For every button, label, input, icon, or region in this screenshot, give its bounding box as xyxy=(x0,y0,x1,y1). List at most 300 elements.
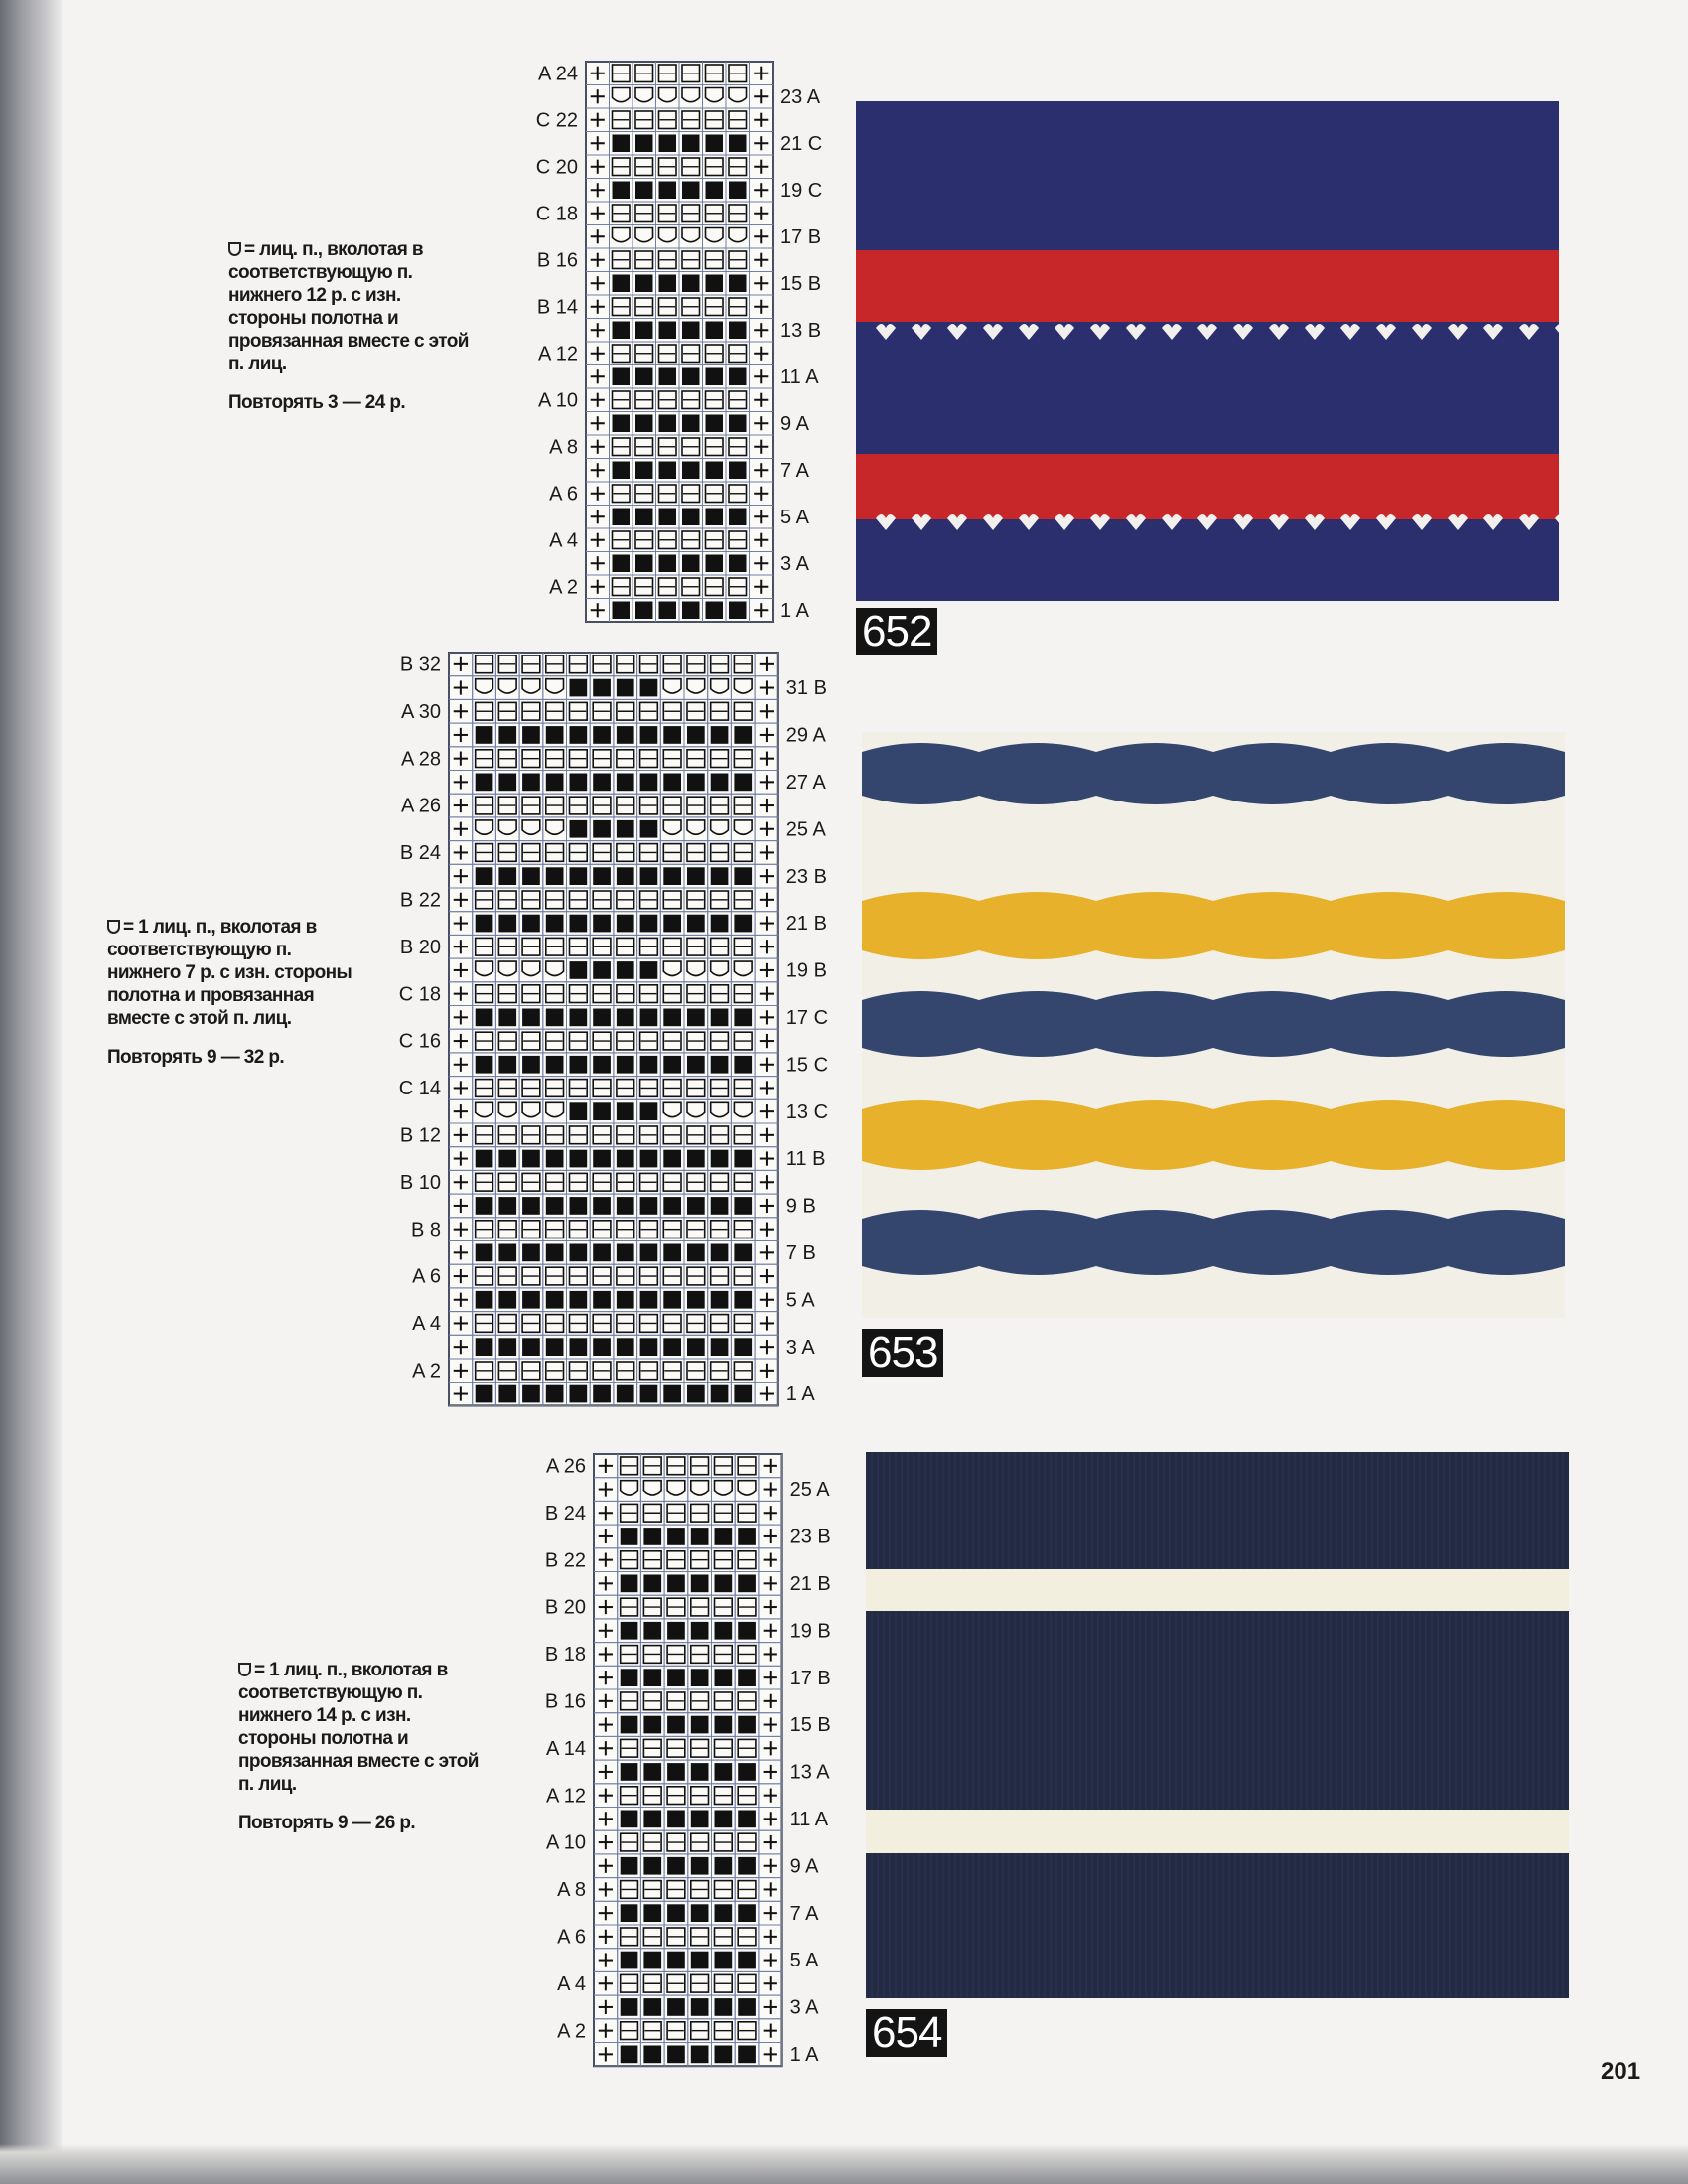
chart-cell xyxy=(593,679,611,697)
chart-cell xyxy=(546,915,564,933)
row-label-left: A 10 xyxy=(537,389,578,412)
row-label-right: 29 A xyxy=(785,724,826,747)
row-label-left: B 20 xyxy=(399,936,441,958)
chart-cell xyxy=(643,1904,661,1922)
chart-cell xyxy=(570,1056,588,1074)
chart-cell xyxy=(640,915,658,933)
chart-cell xyxy=(691,1575,709,1593)
chart-cell xyxy=(570,726,588,744)
chart-cell xyxy=(640,774,658,792)
slipped-stitch-symbol-icon xyxy=(238,1663,251,1676)
row-label-left: B 8 xyxy=(410,1219,441,1241)
legend-line: полотна и провязанная xyxy=(107,985,315,1006)
chart-cell xyxy=(691,1857,709,1875)
chart-cell xyxy=(476,1291,493,1309)
pattern-number-654: 654 xyxy=(866,2009,947,2057)
chart-cell xyxy=(476,867,493,885)
chart-cell xyxy=(570,1244,588,1262)
chart-cell xyxy=(593,726,611,744)
chart-cell xyxy=(663,1056,681,1074)
chart-cell xyxy=(643,1811,661,1828)
chart-cell xyxy=(621,1669,638,1686)
legend-line: стороны полотна и xyxy=(238,1728,409,1749)
chart-cell xyxy=(498,867,516,885)
chart-cell xyxy=(621,1763,638,1781)
chart-cell xyxy=(621,1811,638,1828)
chart-cell xyxy=(593,1056,611,1074)
legend-line: соответствующую п. xyxy=(107,940,292,960)
chart-cell xyxy=(613,275,631,293)
chart-cell xyxy=(663,1338,681,1356)
chart-cell xyxy=(617,1056,634,1074)
row-label-left: A 12 xyxy=(545,1785,586,1808)
chart-cell xyxy=(706,462,724,480)
chart-cell xyxy=(706,602,724,620)
row-label-right: 13 B xyxy=(780,319,822,342)
row-label-left: B 12 xyxy=(399,1124,441,1147)
chart-cell xyxy=(691,1998,709,2016)
chart-cell xyxy=(546,1385,564,1403)
row-label-left: B 24 xyxy=(544,1502,586,1525)
pattern-number-653: 653 xyxy=(862,1329,943,1377)
chart-cell xyxy=(617,1150,634,1168)
chart-cell xyxy=(667,1528,685,1545)
chart-cell xyxy=(659,555,677,573)
chart-cell xyxy=(711,1150,729,1168)
chart-cell xyxy=(617,1291,634,1309)
row-label-left: B 20 xyxy=(544,1596,586,1619)
chart-cell xyxy=(738,1716,756,1734)
chart-cell xyxy=(476,915,493,933)
chart-cell xyxy=(643,1669,661,1686)
chart-cell xyxy=(546,1291,564,1309)
chart-cell xyxy=(593,1338,611,1356)
chart-cell xyxy=(593,1150,611,1168)
chart-cell xyxy=(621,1622,638,1640)
row-label-right: 1 A xyxy=(789,2043,819,2066)
chart-cell xyxy=(640,1291,658,1309)
row-label-left: A 26 xyxy=(545,1455,586,1478)
chart-cell xyxy=(546,1150,564,1168)
chart-cell xyxy=(706,275,724,293)
row-label-right: 25 A xyxy=(789,1479,830,1502)
chart-cell xyxy=(715,1763,733,1781)
pattern-number-652: 652 xyxy=(856,608,937,655)
legend-line: нижнего 12 р. с изн. xyxy=(228,285,401,306)
row-label-right: 23 A xyxy=(780,85,821,108)
chart-cell xyxy=(715,1811,733,1828)
chart-cell xyxy=(522,726,540,744)
repeat-note: Повторять 3 — 24 р. xyxy=(228,392,406,413)
chart-cell xyxy=(522,1291,540,1309)
chart-cell xyxy=(682,415,700,433)
chart-cell xyxy=(738,1622,756,1640)
chart-cell xyxy=(738,1904,756,1922)
row-label-right: 17 C xyxy=(785,1006,829,1029)
chart-cell xyxy=(613,415,631,433)
row-label-left: B 24 xyxy=(399,842,441,865)
chart-cell xyxy=(706,555,724,573)
chart-cell xyxy=(522,1338,540,1356)
row-label-left: B 16 xyxy=(536,249,578,272)
knit-photo-653 xyxy=(862,732,1565,1318)
row-label-left: C 20 xyxy=(535,156,578,179)
chart-cell xyxy=(570,774,588,792)
chart-cell xyxy=(734,1150,752,1168)
row-label-left: A 4 xyxy=(549,529,578,552)
chart-cell xyxy=(643,1622,661,1640)
chart-cell xyxy=(621,1904,638,1922)
chart-cell xyxy=(640,1056,658,1074)
row-label-left: A 24 xyxy=(537,63,578,85)
chart-cell xyxy=(617,774,634,792)
chart-cell xyxy=(663,1150,681,1168)
chart-cell xyxy=(706,368,724,386)
row-label-right: 17 B xyxy=(780,225,822,248)
chart-cell xyxy=(498,1056,516,1074)
chart-cell xyxy=(643,1763,661,1781)
chart-cell xyxy=(715,2046,733,2064)
chart-cell xyxy=(621,1998,638,2016)
chart-cell xyxy=(706,322,724,340)
chart-cell xyxy=(593,867,611,885)
row-label-left: A 6 xyxy=(412,1265,441,1288)
chart-cell xyxy=(476,1056,493,1074)
wave-band xyxy=(862,892,1565,959)
chart-cell xyxy=(640,1385,658,1403)
row-label-right: 15 B xyxy=(789,1714,831,1737)
chart-cell xyxy=(570,679,588,697)
chart-cell xyxy=(635,415,653,433)
chart-cell xyxy=(476,1197,493,1215)
chart-cell xyxy=(498,1244,516,1262)
legend-line: провязанная вместе с этой xyxy=(228,331,469,352)
chart-cell xyxy=(711,774,729,792)
row-label-left: A 2 xyxy=(549,576,578,599)
chart-cell xyxy=(711,915,729,933)
chart-cell xyxy=(593,915,611,933)
chart-cell xyxy=(635,182,653,200)
chart-cell xyxy=(617,726,634,744)
chart-cell xyxy=(498,1291,516,1309)
chart-cell xyxy=(546,1338,564,1356)
chart-cell xyxy=(706,182,724,200)
row-label-right: 9 A xyxy=(780,412,809,435)
row-label-left: B 14 xyxy=(536,296,578,319)
row-label-left: A 26 xyxy=(400,795,441,817)
chart-cell xyxy=(498,1150,516,1168)
chart-cell xyxy=(522,1244,540,1262)
chart-cell xyxy=(659,368,677,386)
chart-cell xyxy=(687,867,705,885)
row-label-right: 21 C xyxy=(780,132,823,155)
wave-band xyxy=(862,1100,1565,1170)
chart-cell xyxy=(570,1150,588,1168)
chart-cell xyxy=(613,555,631,573)
legend-line: провязанная вместе с этой xyxy=(238,1751,479,1772)
chart-cell xyxy=(640,1244,658,1262)
chart-cell xyxy=(546,867,564,885)
chart-cell xyxy=(663,726,681,744)
chart-cell xyxy=(711,1056,729,1074)
chart-cell xyxy=(498,1009,516,1027)
chart-cell xyxy=(617,1009,634,1027)
chart-cell xyxy=(593,1197,611,1215)
chart-cell xyxy=(617,867,634,885)
row-label-right: 25 A xyxy=(785,818,826,841)
knitting-chart-653 xyxy=(389,649,846,1423)
row-label-left: C 18 xyxy=(535,203,578,225)
chart-cell xyxy=(659,135,677,153)
row-label-right: 5 A xyxy=(789,1950,819,1972)
chart-cell xyxy=(715,1904,733,1922)
row-label-right: 11 B xyxy=(785,1148,826,1171)
chart-cell xyxy=(643,1528,661,1545)
chart-cell xyxy=(635,135,653,153)
chart-cell xyxy=(667,1811,685,1828)
chart-cell xyxy=(570,1102,588,1120)
chart-cell xyxy=(734,1197,752,1215)
knitting-chart-652 xyxy=(526,58,824,634)
chart-cell xyxy=(593,1102,611,1120)
chart-cell xyxy=(715,1716,733,1734)
chart-cell xyxy=(546,1197,564,1215)
chart-cell xyxy=(738,1528,756,1545)
row-label-right: 19 B xyxy=(785,959,827,982)
chart-cell xyxy=(687,774,705,792)
chart-cell xyxy=(682,462,700,480)
red-stripe xyxy=(856,454,1559,519)
chart-cell xyxy=(593,774,611,792)
chart-cell xyxy=(667,1575,685,1593)
chart-cell xyxy=(715,1998,733,2016)
chart-cell xyxy=(593,1244,611,1262)
row-label-right: 3 A xyxy=(789,1996,819,2019)
chart-cell xyxy=(734,1385,752,1403)
chart-cell xyxy=(687,915,705,933)
chart-cell xyxy=(715,1857,733,1875)
chart-cell xyxy=(729,602,747,620)
chart-cell xyxy=(667,1857,685,1875)
legend-line: соответствующую п. xyxy=(228,262,413,283)
chart-cell xyxy=(640,961,658,979)
knit-photo-654 xyxy=(866,1452,1569,1998)
chart-cell xyxy=(522,1056,540,1074)
knitting-chart-654 xyxy=(534,1450,842,2086)
chart-cell xyxy=(570,1385,588,1403)
row-label-left: B 16 xyxy=(544,1690,586,1713)
chart-cell xyxy=(476,1338,493,1356)
row-label-right: 7 A xyxy=(789,1902,819,1925)
repeat-note: Повторять 9 — 32 р. xyxy=(107,1047,285,1068)
chart-cell xyxy=(635,462,653,480)
chart-cell xyxy=(522,867,540,885)
chart-cell xyxy=(613,135,631,153)
chart-cell xyxy=(729,415,747,433)
chart-cell xyxy=(691,1622,709,1640)
chart-cell xyxy=(621,1528,638,1545)
chart-cell xyxy=(640,726,658,744)
chart-cell xyxy=(663,1385,681,1403)
chart-cell xyxy=(617,1385,634,1403)
chart-cell xyxy=(617,915,634,933)
chart-cell xyxy=(617,1338,634,1356)
chart-cell xyxy=(734,1056,752,1074)
chart-cell xyxy=(617,679,634,697)
chart-cell xyxy=(691,1904,709,1922)
chart-cell xyxy=(613,322,631,340)
chart-cell xyxy=(682,275,700,293)
chart-cell xyxy=(711,1338,729,1356)
chart-cell xyxy=(738,1952,756,1969)
chart-cell xyxy=(476,774,493,792)
row-label-right: 7 A xyxy=(780,459,809,482)
row-label-right: 19 B xyxy=(789,1620,831,1643)
row-label-left: B 32 xyxy=(399,654,441,676)
chart-cell xyxy=(715,1622,733,1640)
chart-cell xyxy=(687,1244,705,1262)
chart-cell xyxy=(476,1385,493,1403)
chart-cell xyxy=(643,1952,661,1969)
chart-cell xyxy=(659,602,677,620)
chart-cell xyxy=(738,1998,756,2016)
chart-cell xyxy=(667,1952,685,1969)
legend-line: = 1 лиц. п., вколотая в xyxy=(123,917,317,938)
chart-cell xyxy=(682,322,700,340)
chart-cell xyxy=(593,1009,611,1027)
chart-cell xyxy=(715,1952,733,1969)
chart-cell xyxy=(643,1575,661,1593)
chart-cell xyxy=(663,1244,681,1262)
chart-cell xyxy=(476,726,493,744)
chart-cell xyxy=(635,322,653,340)
row-label-right: 21 B xyxy=(789,1572,831,1595)
legend-line: п. лиц. xyxy=(228,354,287,374)
chart-cell xyxy=(663,867,681,885)
chart-cell xyxy=(691,2046,709,2064)
chart-cell xyxy=(498,1338,516,1356)
chart-cell xyxy=(546,1056,564,1074)
chart-cell xyxy=(498,774,516,792)
chart-cell xyxy=(640,1102,658,1120)
chart-cell xyxy=(734,1009,752,1027)
row-label-left: A 30 xyxy=(400,700,441,723)
chart-cell xyxy=(659,462,677,480)
chart-cell xyxy=(498,1385,516,1403)
book-spine-shadow xyxy=(0,0,62,2184)
chart-cell xyxy=(667,1669,685,1686)
chart-cell xyxy=(621,1575,638,1593)
chart-cell xyxy=(522,774,540,792)
slipped-stitch-symbol-icon xyxy=(228,242,241,256)
chart-cell xyxy=(640,679,658,697)
chart-cell xyxy=(498,726,516,744)
row-label-left: A 8 xyxy=(557,1879,586,1902)
chart-cell xyxy=(621,1857,638,1875)
chart-cell xyxy=(738,1857,756,1875)
chart-cell xyxy=(667,1716,685,1734)
chart-cell xyxy=(613,182,631,200)
red-stripe xyxy=(856,250,1559,322)
chart-cell xyxy=(729,182,747,200)
row-label-left: A 12 xyxy=(537,343,578,365)
chart-cell xyxy=(691,1669,709,1686)
row-label-right: 9 B xyxy=(785,1195,816,1218)
chart-cell xyxy=(682,602,700,620)
legend-line: нижнего 14 р. с изн. xyxy=(238,1705,411,1726)
chart-cell xyxy=(738,2046,756,2064)
chart-cell xyxy=(682,182,700,200)
chart-cell xyxy=(663,1009,681,1027)
legend-line: стороны полотна и xyxy=(228,308,399,329)
chart-cell xyxy=(734,726,752,744)
chart-cell xyxy=(729,135,747,153)
chart-cell xyxy=(663,915,681,933)
chart-cell xyxy=(546,726,564,744)
chart-cell xyxy=(667,1763,685,1781)
chart-cell xyxy=(734,1244,752,1262)
row-label-right: 5 A xyxy=(785,1289,815,1312)
chart-cell xyxy=(729,275,747,293)
chart-cell xyxy=(659,182,677,200)
chart-cell xyxy=(476,1150,493,1168)
chart-cell xyxy=(738,1763,756,1781)
chart-cell xyxy=(691,1811,709,1828)
chart-cell xyxy=(635,555,653,573)
chart-cell xyxy=(687,1385,705,1403)
row-label-right: 15 C xyxy=(785,1054,829,1077)
row-label-right: 23 B xyxy=(789,1526,831,1548)
chart-cell xyxy=(715,1528,733,1545)
row-label-left: A 2 xyxy=(412,1360,441,1383)
chart-cell xyxy=(640,820,658,838)
chart-cell xyxy=(635,602,653,620)
slipped-stitch-symbol-icon xyxy=(107,920,120,934)
chart-cell xyxy=(729,462,747,480)
chart-cell xyxy=(617,961,634,979)
chart-cell xyxy=(659,415,677,433)
legend-line: вместе с этой п. лиц. xyxy=(107,1008,292,1029)
chart-cell xyxy=(734,1338,752,1356)
row-label-right: 11 A xyxy=(789,1808,829,1830)
row-label-left: A 2 xyxy=(557,2020,586,2043)
row-label-right: 19 C xyxy=(780,179,823,202)
chart-cell xyxy=(682,555,700,573)
chart-cell xyxy=(738,1669,756,1686)
row-label-left: A 14 xyxy=(545,1737,586,1760)
row-label-left: B 18 xyxy=(544,1644,586,1667)
chart-cell xyxy=(659,509,677,526)
chart-cell xyxy=(498,915,516,933)
row-label-right: 27 A xyxy=(785,771,826,794)
legend-line: = лиц. п., вколотая в xyxy=(244,239,424,260)
chart-cell xyxy=(613,602,631,620)
chart-cell xyxy=(617,820,634,838)
chart-cell xyxy=(738,1575,756,1593)
chart-cell xyxy=(546,1009,564,1027)
chart-cell xyxy=(682,509,700,526)
chart-cell xyxy=(667,2046,685,2064)
chart-cell xyxy=(476,1244,493,1262)
chart-cell xyxy=(711,1291,729,1309)
row-label-left: C 16 xyxy=(398,1030,441,1053)
page-number: 201 xyxy=(1601,2058,1641,2085)
legend-line: п. лиц. xyxy=(238,1774,297,1795)
chart-cell xyxy=(687,1009,705,1027)
chart-cell xyxy=(734,774,752,792)
chart-cell xyxy=(682,368,700,386)
chart-cell xyxy=(570,961,588,979)
